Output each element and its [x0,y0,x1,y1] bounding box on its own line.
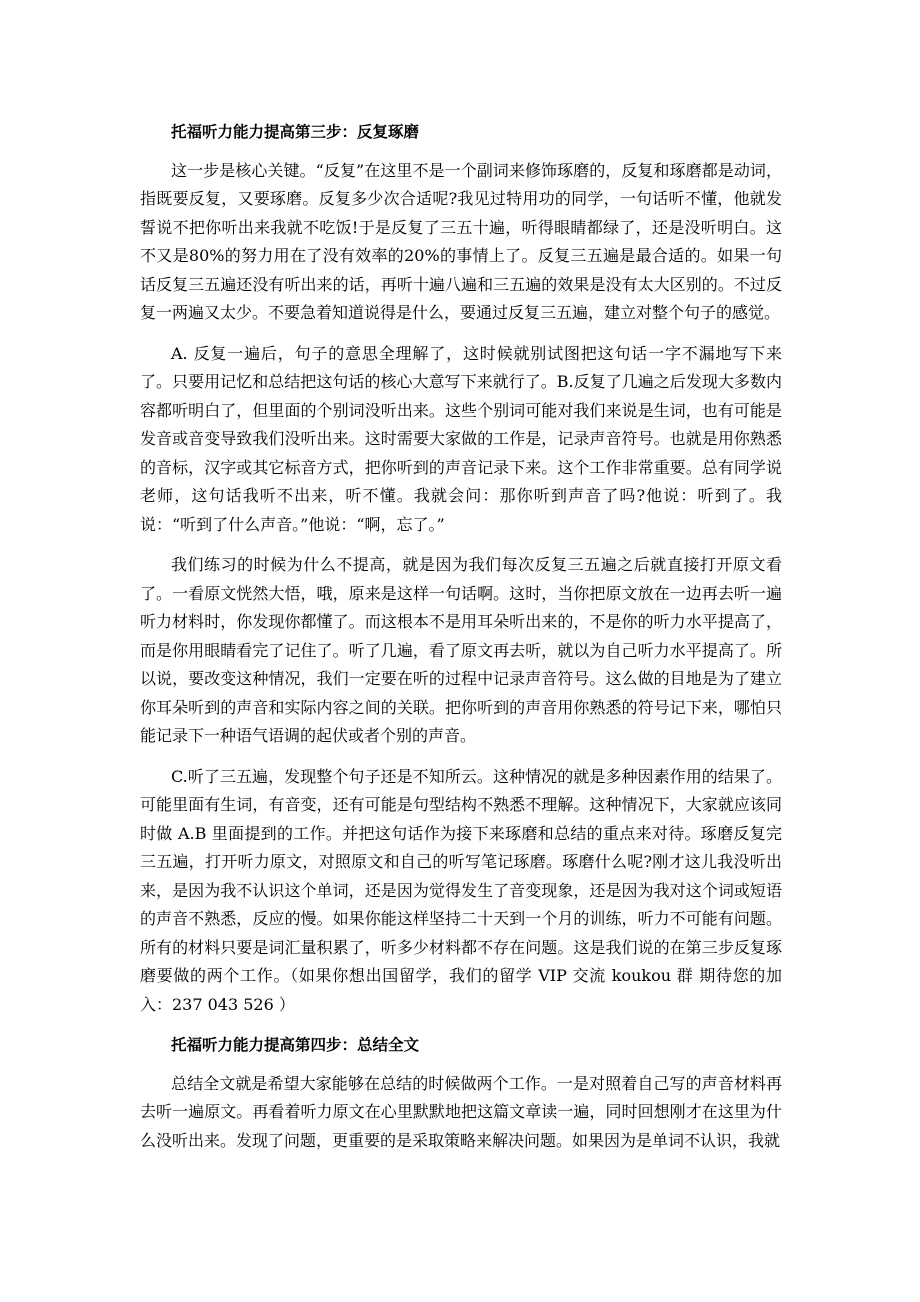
paragraph-step3-point-c: C.听了三五遍，发现整个句子还是不知所云。这种情况的就是多种因素作用的结果了。可能里面有生词，有音变，还有可能是句型结构不熟悉不理解。这种情况下，大家就应该同时做 A.B 里面提到的工作。并把这句话作为接下来琢磨和总结的重点来对待。琢磨反复完三五遍，打开听力原文，对照原文和自己的听写笔记琢磨。琢磨什么呢?刚才这儿我没听出来，是因为我不认识这个单词，还是因为觉得发生了音变现象，还是因为我对这个词或短语的声音不熟悉，反应的慢。如果你能这样坚持二十天到一个月的训练，听力不可能有问题。所有的材料只要是词汇量积累了，听多少材料都不存在问题。这是我们说的在第三步反复琢磨要做的两个工作。（如果你想出国留学，我们的留学 VIP 交流 koukou 群 期待您的加入：237 043 526 ） [140,766,782,1014]
paragraph-step3-intro: 这一步是核心关键。“反复”在这里不是一个副词来修饰琢磨的，反复和琢磨都是动词，指既要反复，又要琢磨。反复多少次合适呢?我见过特用功的同学，一句话听不懂，他就发誓说不把你听出来我就不吃饭!于是反复了三五十遍，听得眼睛都绿了，还是没听明白。这不又是80%的努力用在了没有效率的20%的事情上了。反复三五遍是最合适的。如果一句话反复三五遍还没有听出来的话，再听十遍八遍和三五遍的效果是没有太大区别的。不过反复一两遍又太少。不要急着知道说得是什么，要通过反复三五遍，建立对整个句子的感觉。 [140,160,782,322]
paragraph-step3-point-a-b: A. 反复一遍后，句子的意思全理解了，这时候就别试图把这句话一字不漏地写下来了。只要用记忆和总结把这句话的核心大意写下来就行了。B.反复了几遍之后发现大多数内容都听明白了，但里面的个别词没听出来。这些个别词可能对我们来说是生词，也有可能是发音或音变导致我们没听出来。这时需要大家做的工作是，记录声音符号。也就是用你熟悉的音标，汉字或其它标音方式，把你听到的声音记录下来。这个工作非常重要。总有同学说 老师，这句话我听不出来，听不懂。我就会问：那你听到声音了吗?他说：听到了。我说：“听到了什么声音。”他说：“啊，忘了。” [140,343,782,534]
section-heading-step-3: 托福听力能力提高第三步：反复琢磨 [171,123,420,141]
document-page [140,118,782,1167]
section-heading-step-4: 托福听力能力提高第四步：总结全文 [171,1036,420,1054]
paragraph-step4-intro: 总结全文就是希望大家能够在总结的时候做两个工作。一是对照着自己写的声音材料再去听一遍原文。再看着听力原文在心里默默地把这篇文章读一遍，同时回想刚才在这里为什么没听出来。发现了问题，更重要的是采取策略来解决问题。如果因为是单词不认识，我就 [140,1073,782,1150]
paragraph-step3-practice: 我们练习的时候为什么不提高，就是因为我们每次反复三五遍之后就直接打开原文看了。一看原文恍然大悟，哦，原来是这样一句话啊。这时，当你把原文放在一边再去听一遍听力材料时，你发现你都懂了。而这根本不是用耳朵听出来的，不是你的听力水平提高了，而是你用眼睛看完了记住了。听了几遍，看了原文再去听，就以为自己听力水平提高了。所以说，要改变这种情况，我们一定要在听的过程中记录声音符号。这么做的目地是为了建立你耳朵听到的声音和实际内容之间的关联。把你听到的声音用你熟悉的符号记下来，哪怕只能记录下一种语气语调的起伏或者个别的声音。 [140,555,782,745]
